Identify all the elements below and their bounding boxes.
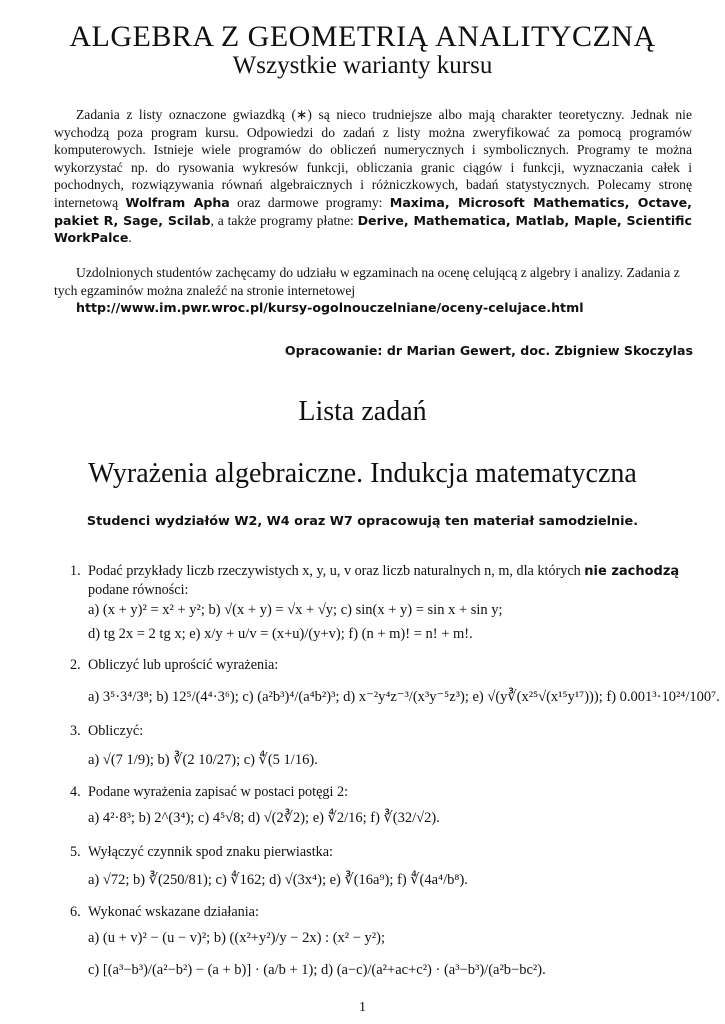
problem-5-row: a) √72; b) ∛(250/81); c) ∜162; d) √(3x⁴); e) ∛(16a⁹); f) ∜(4a⁴/b⁸). bbox=[88, 872, 468, 888]
problem-stem: Wykonać wskazane działania: bbox=[88, 904, 259, 920]
exam-paragraph bbox=[54, 264, 692, 317]
problem-stem: Obliczyć lub uprościć wyrażenia: bbox=[88, 657, 279, 673]
problem-6 bbox=[70, 903, 694, 921]
exam-url-link[interactable]: http://www.im.pwr.wroc.pl/kursy-ogolnouczelniane/oceny-celujace.html bbox=[76, 300, 584, 316]
problem-2 bbox=[70, 656, 694, 674]
stem-bold: nie zachodzą bbox=[584, 564, 680, 579]
problem-number: 5. bbox=[70, 844, 81, 860]
free-programs: Maxima, Microsoft Mathematics, Octave, pakiet R, Sage, Scilab bbox=[54, 194, 692, 228]
problem-3-row: a) √(7 1/9); b) ∛(2 10/27); c) ∜(5 1/16). bbox=[88, 752, 318, 768]
problem-5 bbox=[70, 843, 694, 861]
intro-text-1: Zadania z listy oznaczone gwiazdką (∗) są nieco trudniejsze albo mają charakter teoretyczny. Jednak nie wychodzą poza program kursu. Odpowiedzi do zadań z listy można zweryfikować za pomocą programów komputerowych. Istnieje wiele programów do obliczeń numerycznych i symbolicznych. Programy te można wykorzystać np. do rysowania wykresów funkcji, obliczania granic ciągów i funkcji, wyznaczania całek i pochodnych, rozwiązywania równań algebraicznych i różniczkowych, badań statystycznych. Polecamy stronę internetową bbox=[54, 107, 692, 210]
exam-text: Uzdolnionych studentów zachęcamy do udziału w egzaminach na ocenę celującą z algebry i analizy. Zadania z tych egzaminów można znaleźć na stronie internetowej bbox=[54, 265, 680, 298]
intro-text-3: , a także programy płatne: bbox=[210, 212, 358, 228]
problem-6-row-1: a) (u + v)² − (u − v)²; b) ((x²+y²)/y − 2x) : (x² − y²); bbox=[88, 930, 386, 946]
problem-4 bbox=[70, 783, 694, 801]
problem-number: 4. bbox=[70, 784, 81, 800]
section-note: Studenci wydziałów W2, W4 oraz W7 opracowują ten materiał samodzielnie. bbox=[86, 514, 639, 529]
problem-2-row: a) 3⁵·3⁴/3⁸; b) 12⁵/(4⁴·3⁶); c) (a²b³)⁴/(a⁴b²)³; d) x⁻²y⁴z⁻³/(x³y⁻⁵z³); e) √(y∛(x²⁵√(x¹⁵y¹⁷))); f) 0.001³·10²⁴/100⁷. bbox=[88, 689, 720, 705]
problem-3 bbox=[70, 722, 694, 740]
problem-number: 6. bbox=[70, 904, 81, 920]
lista-heading: Lista zadań bbox=[298, 396, 427, 427]
problem-stem: Wyłączyć czynnik spod znaku pierwiastka: bbox=[88, 844, 333, 860]
problem-4-row: a) 4²·8³; b) 2^(3⁴); c) 4⁵√8; d) √(2∛2); e) ∜2/16; f) ∛(32/√2). bbox=[88, 810, 440, 826]
problem-number: 3. bbox=[70, 723, 81, 739]
problem-stem: Obliczyć: bbox=[88, 723, 144, 739]
problem-1 bbox=[70, 562, 694, 599]
page-number: 1 bbox=[359, 1000, 366, 1015]
intro-text-4: . bbox=[128, 230, 132, 246]
wolfram-mention: Wolfram Apha bbox=[125, 194, 230, 210]
document-title: ALGEBRA Z GEOMETRIĄ ANALITYCZNĄ bbox=[69, 20, 656, 53]
paid-programs: Derive, Mathematica, Matlab, Maple, Scientific WorkPalce bbox=[54, 212, 692, 246]
section-heading: Wyrażenia algebraiczne. Indukcja matematyczna bbox=[88, 458, 637, 489]
intro-text-2: oraz darmowe programy: bbox=[229, 194, 390, 210]
problem-stem bbox=[70, 562, 694, 599]
problem-6-row-2: c) [(a³−b³)/(a²−b²) − (a + b)] · (a/b + 1); d) (a−c)/(a²+ac+c²) · (a³−b³)/(a²b−bc²). bbox=[88, 962, 546, 978]
problem-1-row-2: d) tg 2x = 2 tg x; e) x/y + u/v = (x+u)/(y+v); f) (n + m)! = n! + m!. bbox=[88, 626, 473, 642]
problem-stem: Podane wyrażenia zapisać w postaci potęgi 2: bbox=[88, 784, 349, 800]
problem-number: 1. bbox=[70, 563, 81, 579]
stem-text: Podać przykłady liczb rzeczywistych x, y, u, v oraz liczb naturalnych n, m, dla których bbox=[88, 563, 585, 579]
stem-text: podane równości: bbox=[88, 582, 189, 598]
document-subtitle: Wszystkie warianty kursu bbox=[232, 52, 493, 79]
problem-1-row-1: a) (x + y)² = x² + y²; b) √(x + y) = √x + √y; c) sin(x + y) = sin x + sin y; bbox=[88, 602, 503, 618]
authors-line: Opracowanie: dr Marian Gewert, doc. Zbigniew Skoczylas bbox=[284, 343, 693, 358]
intro-paragraph bbox=[54, 106, 692, 247]
problem-number: 2. bbox=[70, 657, 81, 673]
